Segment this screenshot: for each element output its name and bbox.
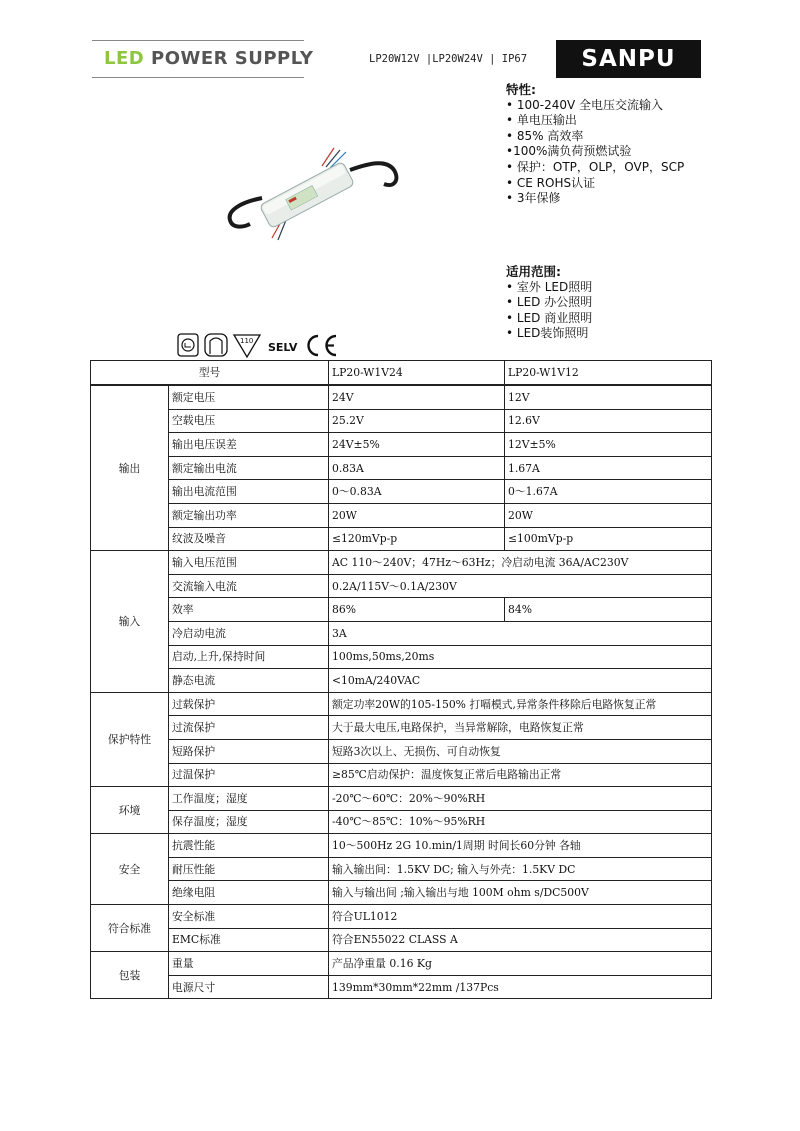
table-row <box>91 739 712 763</box>
table-row <box>91 928 712 952</box>
table-row <box>91 763 712 787</box>
param-cell: 额定输出功率 <box>169 503 329 527</box>
param-cell: 耐压性能 <box>169 857 329 881</box>
table-row <box>91 480 712 504</box>
table-row <box>91 810 712 834</box>
application-item: • 室外 LED照明 <box>506 279 593 294</box>
param-cell: EMC标准 <box>169 928 329 952</box>
ul-listed-icon <box>178 334 198 356</box>
param-cell: 纹波及噪音 <box>169 527 329 551</box>
table-row <box>91 621 712 645</box>
table-row <box>91 645 712 669</box>
header-rule-bottom <box>92 77 304 78</box>
table-row <box>91 551 712 575</box>
param-cell: 输出电流范围 <box>169 480 329 504</box>
applications-title: 适用范围: <box>506 264 561 279</box>
table-row <box>91 952 712 976</box>
table-row <box>91 456 712 480</box>
param-cell: 额定输出电流 <box>169 456 329 480</box>
group-input: 输入 <box>91 551 169 693</box>
table-row <box>91 834 712 858</box>
value-cell: 10～500Hz 2G 10.min/1周期 时间长60分钟 各轴 <box>329 834 712 858</box>
value-cell: 3A <box>329 621 712 645</box>
param-cell: 电源尺寸 <box>169 975 329 999</box>
value-cell: 12V±5% <box>505 433 712 457</box>
application-item: • LED 办公照明 <box>506 295 593 310</box>
value-cell: 86% <box>329 598 505 622</box>
group-output: 输出 <box>91 385 169 551</box>
header-label: 型号 <box>91 361 329 386</box>
param-cell: 输入电压范围 <box>169 551 329 575</box>
value-cell: ≤100mVp-p <box>505 527 712 551</box>
selv-mark: SELV <box>268 341 298 354</box>
param-cell: 短路保护 <box>169 739 329 763</box>
table-row <box>91 527 712 551</box>
feature-item: •100%满负荷预燃试验 <box>506 144 632 159</box>
table-row <box>91 669 712 693</box>
group-protection: 保护特性 <box>91 692 169 786</box>
value-cell: 产品净重量 0.16 Kg <box>329 952 712 976</box>
value-cell: 0.2A/115V～0.1A/230V <box>329 574 712 598</box>
value-cell: 大于最大电压,电路保护，当异常解除，电路恢复正常 <box>329 716 712 740</box>
value-cell: <10mA/240VAC <box>329 669 712 693</box>
param-cell: 过温保护 <box>169 763 329 787</box>
applications-block <box>506 264 766 342</box>
header-col1: LP20-W1V24 <box>329 361 505 386</box>
fire-rated-triangle-icon <box>234 335 260 357</box>
value-cell: 0～0.83A <box>329 480 505 504</box>
value-cell: ≤120mVp-p <box>329 527 505 551</box>
product-image <box>222 140 402 244</box>
table-row <box>91 598 712 622</box>
table-row <box>91 905 712 929</box>
header-models: LP20W12V |LP20W24V | IP67 <box>369 53 528 65</box>
value-cell: 20W <box>505 503 712 527</box>
param-cell: 输出电压误差 <box>169 433 329 457</box>
value-cell: -40℃～85℃：10%～95%RH <box>329 810 712 834</box>
group-safety: 安全 <box>91 834 169 905</box>
param-cell: 重量 <box>169 952 329 976</box>
value-cell: ≥85℃启动保护：温度恢复正常后电路输出正常 <box>329 763 712 787</box>
param-cell: 冷启动电流 <box>169 621 329 645</box>
value-cell: 20W <box>329 503 505 527</box>
value-cell: 84% <box>505 598 712 622</box>
param-cell: 额定电压 <box>169 385 329 409</box>
value-cell: 0～1.67A <box>505 480 712 504</box>
class-two-icon <box>205 334 227 356</box>
header-title-rest: POWER SUPPLY <box>151 48 314 69</box>
value-cell: 符合EN55022 CLASS A <box>329 928 712 952</box>
spec-table <box>90 360 712 999</box>
value-cell: 139mm*30mm*22mm /137Pcs <box>329 975 712 999</box>
param-cell: 工作温度；湿度 <box>169 787 329 811</box>
header-col2: LP20-W1V12 <box>505 361 712 386</box>
param-cell: 过载保护 <box>169 692 329 716</box>
value-cell: 1.67A <box>505 456 712 480</box>
feature-item: • 85% 高效率 <box>506 128 584 143</box>
value-cell: AC 110～240V；47Hz～63Hz；冷启动电流 36A/AC230V <box>329 551 712 575</box>
value-cell: 25.2V <box>329 409 505 433</box>
table-row <box>91 787 712 811</box>
table-header-row <box>91 361 712 386</box>
table-row <box>91 433 712 457</box>
table-row <box>91 975 712 999</box>
param-cell: 安全标准 <box>169 905 329 929</box>
certification-icons <box>176 330 346 360</box>
value-cell: 0.83A <box>329 456 505 480</box>
feature-item: • 单电压输出 <box>506 113 577 128</box>
param-cell: 空载电压 <box>169 409 329 433</box>
value-cell: 24V±5% <box>329 433 505 457</box>
header-rule-top <box>92 40 304 41</box>
value-cell: -20℃～60℃：20%～90%RH <box>329 787 712 811</box>
value-cell: 12V <box>505 385 712 409</box>
feature-item: • 3年保修 <box>506 191 561 206</box>
header-title-led: LED <box>104 48 145 69</box>
application-item: • LED 商业照明 <box>506 310 593 325</box>
value-cell: 输入与输出间 ;输入输出与地 100M ohm s/DC500V <box>329 881 712 905</box>
param-cell: 交流输入电流 <box>169 574 329 598</box>
feature-item: • CE ROHS认证 <box>506 175 596 190</box>
value-cell: 符合UL1012 <box>329 905 712 929</box>
value-cell: 24V <box>329 385 505 409</box>
group-packaging: 包装 <box>91 952 169 999</box>
header-title <box>104 48 313 69</box>
features-title: 特性: <box>506 82 536 97</box>
param-cell: 效率 <box>169 598 329 622</box>
param-cell: 保存温度；湿度 <box>169 810 329 834</box>
value-cell: 输入输出间：1.5KV DC; 输入与外壳：1.5KV DC <box>329 857 712 881</box>
param-cell: 绝缘电阻 <box>169 881 329 905</box>
table-row <box>91 881 712 905</box>
feature-item: • 保护：OTP，OLP，OVP，SCP <box>506 159 685 174</box>
features-block <box>506 82 766 207</box>
ce-mark-icon <box>309 336 337 355</box>
table-row <box>91 716 712 740</box>
group-standards: 符合标准 <box>91 905 169 952</box>
feature-item: • 100-240V 全电压交流输入 <box>506 97 664 112</box>
param-cell: 静态电流 <box>169 669 329 693</box>
value-cell: 12.6V <box>505 409 712 433</box>
table-row <box>91 857 712 881</box>
value-cell: 短路3次以上、无损伤、可自动恢复 <box>329 739 712 763</box>
param-cell: 抗震性能 <box>169 834 329 858</box>
brand-logo: SANPU <box>556 40 701 78</box>
param-cell: 启动,上升,保持时间 <box>169 645 329 669</box>
table-row <box>91 385 712 409</box>
value-cell: 100ms,50ms,20ms <box>329 645 712 669</box>
table-row <box>91 574 712 598</box>
group-environment: 环境 <box>91 787 169 834</box>
table-row <box>91 409 712 433</box>
table-row <box>91 692 712 716</box>
table-row <box>91 503 712 527</box>
value-cell: 额定功率20W的105-150% 打嗝模式,异常条件移除后电路恢复正常 <box>329 692 712 716</box>
application-item: • LED装饰照明 <box>506 326 589 341</box>
class-label: 110 <box>240 337 254 345</box>
param-cell: 过流保护 <box>169 716 329 740</box>
